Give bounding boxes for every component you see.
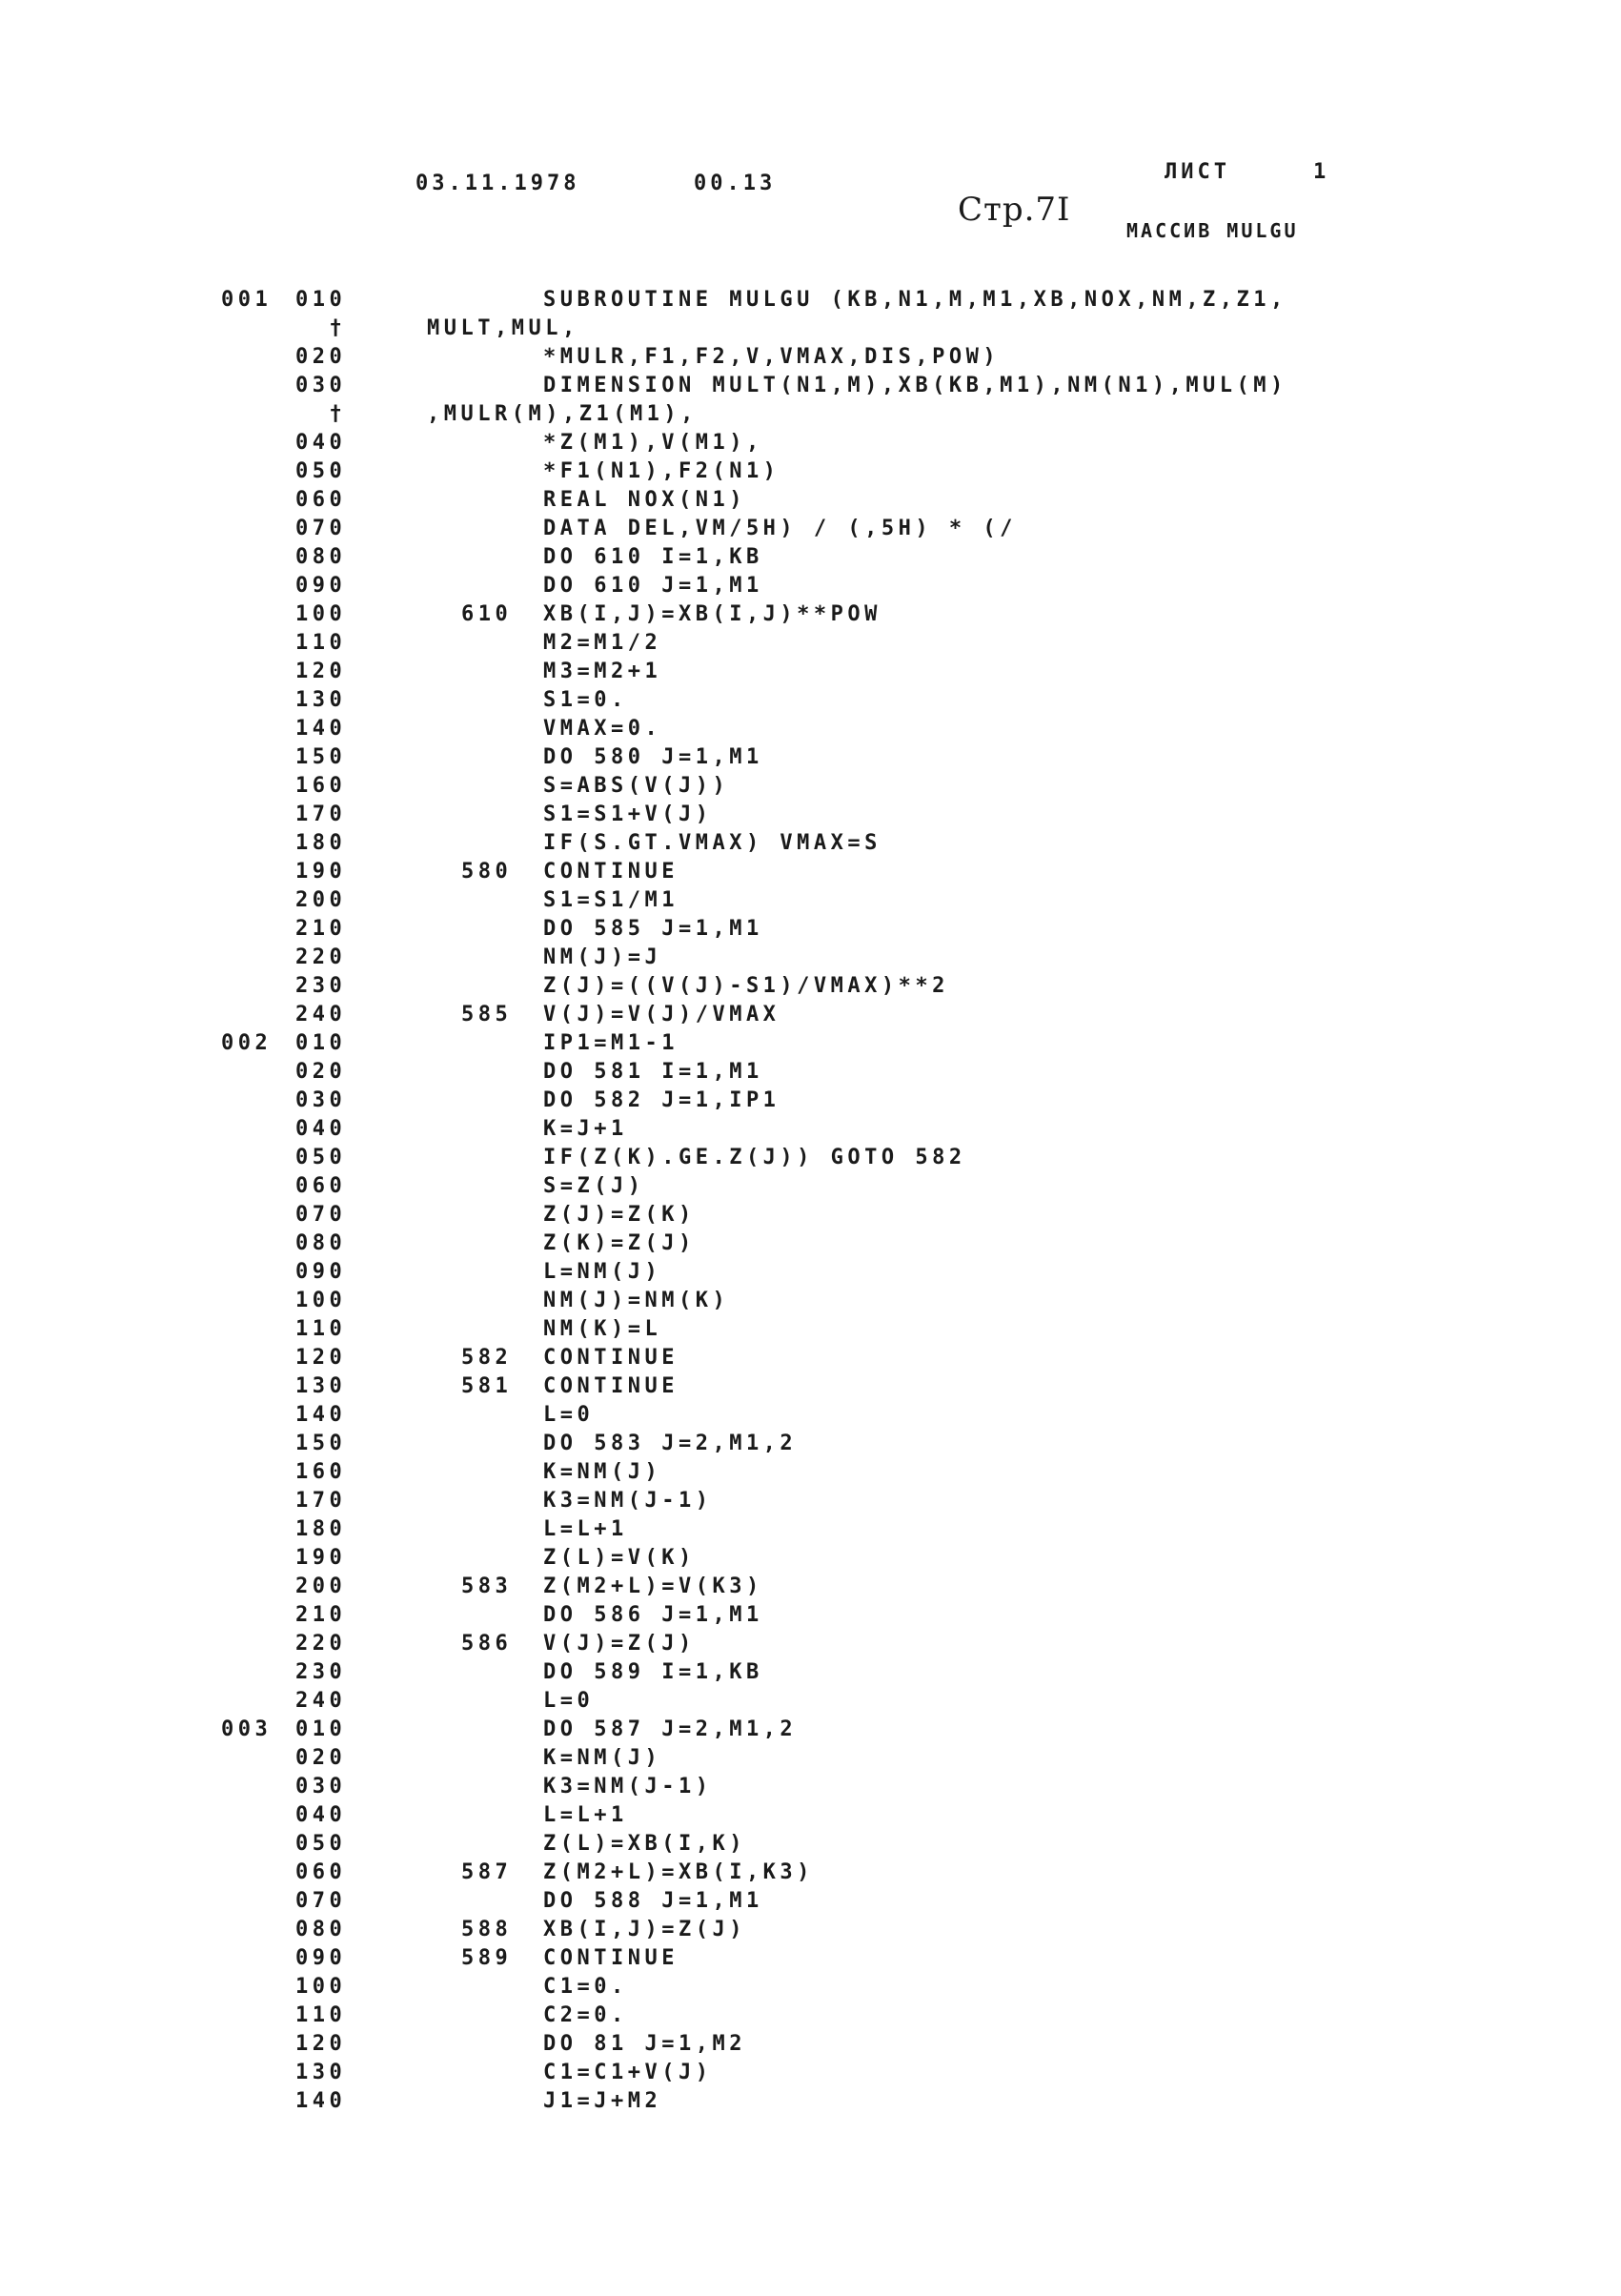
code-text: Z(J)=((V(J)-S1)/VMAX)**2 — [543, 974, 949, 998]
listing-line — [0, 1515, 1621, 1544]
sequence-number: 140 — [295, 2089, 347, 2113]
sequence-number: 210 — [295, 1603, 347, 1627]
listing-line — [0, 1258, 1621, 1287]
code-text: S1=S1/M1 — [543, 888, 679, 912]
code-text: V(J)=Z(J) — [543, 1632, 696, 1656]
sequence-number: 090 — [295, 574, 347, 598]
code-text: DO 587 J=2,M1,2 — [543, 1717, 798, 1741]
sequence-number: 240 — [295, 1003, 347, 1026]
code-text: S=Z(J) — [543, 1174, 645, 1198]
sequence-number: 190 — [295, 860, 347, 884]
code-text: DO 582 J=1,IP1 — [543, 1088, 780, 1112]
sequence-number: 230 — [295, 1660, 347, 1684]
sequence-number: 130 — [295, 2061, 347, 2084]
sequence-number: 020 — [295, 1746, 347, 1770]
code-text: L=L+1 — [543, 1517, 628, 1541]
listing-line — [0, 315, 1621, 343]
sequence-number: 090 — [295, 1946, 347, 1970]
listing-line — [0, 2059, 1621, 2087]
code-text: L=L+1 — [543, 1803, 628, 1827]
code-text: C2=0. — [543, 2003, 628, 2027]
sequence-number: 220 — [295, 945, 347, 969]
sequence-number: 200 — [295, 1575, 347, 1598]
code-text: DATA DEL,VM/5H) / (,5H) * (/ — [543, 517, 1017, 540]
listing-line — [0, 1887, 1621, 1916]
code-text: CONTINUE — [543, 1374, 679, 1398]
sequence-number: 110 — [295, 631, 347, 655]
block-number: 001 — [221, 288, 273, 312]
code-text: K=NM(J) — [543, 1746, 662, 1770]
sequence-number: 060 — [295, 488, 347, 512]
code-text: S1=S1+V(J) — [543, 803, 713, 826]
code-text: Z(L)=XB(I,K) — [543, 1832, 746, 1856]
code-text: DO 589 I=1,KB — [543, 1660, 763, 1684]
listing-line — [0, 1687, 1621, 1716]
listing-line — [0, 572, 1621, 600]
code-text: DO 581 I=1,M1 — [543, 1060, 763, 1084]
sequence-number: 100 — [295, 1975, 347, 1999]
listing-line — [0, 1573, 1621, 1601]
listing-line — [0, 343, 1621, 372]
sequence-number: 010 — [295, 288, 347, 312]
code-text: K=NM(J) — [543, 1460, 662, 1484]
sequence-number: 050 — [295, 1832, 347, 1856]
code-text: K3=NM(J-1) — [543, 1489, 713, 1513]
sequence-number: 230 — [295, 974, 347, 998]
sequence-number: 010 — [295, 1031, 347, 1055]
listing-line — [0, 1487, 1621, 1515]
listing-line — [0, 1544, 1621, 1573]
continuation-text: MULT,MUL, — [427, 316, 579, 340]
code-text: DIMENSION MULT(N1,M),XB(KB,M1),NM(N1),MUL(M) — [543, 374, 1287, 397]
code-text: DO 81 J=1,M2 — [543, 2032, 746, 2056]
code-text: L=NM(J) — [543, 1260, 662, 1284]
sequence-number: † — [295, 402, 347, 426]
listing-line — [0, 686, 1621, 715]
code-text: XB(I,J)=Z(J) — [543, 1918, 746, 1941]
sequence-number: 170 — [295, 803, 347, 826]
sequence-number: 190 — [295, 1546, 347, 1570]
sequence-number: 040 — [295, 1117, 347, 1141]
sequence-number: 120 — [295, 660, 347, 683]
code-text: CONTINUE — [543, 860, 679, 884]
sequence-number: 050 — [295, 1146, 347, 1169]
statement-label: 581 — [461, 1374, 513, 1398]
listing-line — [0, 543, 1621, 572]
listing-line — [0, 858, 1621, 886]
listing-line — [0, 972, 1621, 1001]
code-text: VMAX=0. — [543, 717, 662, 741]
listing-line — [0, 486, 1621, 515]
listing-line — [0, 629, 1621, 658]
sequence-number: 120 — [295, 1346, 347, 1370]
listing-line — [0, 1001, 1621, 1029]
listing-line — [0, 1087, 1621, 1115]
sequence-number: 080 — [295, 1918, 347, 1941]
sequence-number: 130 — [295, 1374, 347, 1398]
sheet-label: ЛИСТ — [1165, 160, 1230, 184]
sequence-number: 140 — [295, 717, 347, 741]
code-text: Z(M2+L)=XB(I,K3) — [543, 1860, 814, 1884]
code-text: M2=M1/2 — [543, 631, 662, 655]
sequence-number: 010 — [295, 1717, 347, 1741]
listing-line — [0, 1029, 1621, 1058]
sequence-number: 020 — [295, 1060, 347, 1084]
sequence-number: 110 — [295, 1317, 347, 1341]
code-text: DO 588 J=1,M1 — [543, 1889, 763, 1913]
code-text: *MULR,F1,F2,V,VMAX,DIS,POW) — [543, 345, 1001, 369]
code-text: REAL NOX(N1) — [543, 488, 746, 512]
statement-label: 582 — [461, 1346, 513, 1370]
statement-label: 587 — [461, 1860, 513, 1884]
listing-line — [0, 1630, 1621, 1658]
code-text: S1=0. — [543, 688, 628, 712]
code-text: Z(J)=Z(K) — [543, 1203, 696, 1227]
code-text: DO 583 J=2,M1,2 — [543, 1432, 798, 1455]
code-text: DO 580 J=1,M1 — [543, 745, 763, 769]
code-text: *F1(N1),F2(N1) — [543, 459, 780, 483]
sequence-number: 030 — [295, 374, 347, 397]
sequence-number: 160 — [295, 774, 347, 798]
code-text: IF(S.GT.VMAX) VMAX=S — [543, 831, 881, 855]
listing-line — [0, 1458, 1621, 1487]
listing-line — [0, 1344, 1621, 1372]
code-text: C1=0. — [543, 1975, 628, 1999]
sequence-number: 120 — [295, 2032, 347, 2056]
code-text: DO 585 J=1,M1 — [543, 917, 763, 941]
sequence-number: † — [295, 316, 347, 340]
sequence-number: 040 — [295, 431, 347, 455]
listing-line — [0, 658, 1621, 686]
source-listing — [0, 286, 1621, 2116]
code-text: IF(Z(K).GE.Z(J)) GOTO 582 — [543, 1146, 966, 1169]
sequence-number: 210 — [295, 917, 347, 941]
sequence-number: 030 — [295, 1775, 347, 1798]
code-text: DO 610 I=1,KB — [543, 545, 763, 569]
code-text: C1=C1+V(J) — [543, 2061, 713, 2084]
listing-line — [0, 801, 1621, 829]
sequence-number: 150 — [295, 745, 347, 769]
listing-line — [0, 772, 1621, 801]
listing-line — [0, 372, 1621, 400]
sequence-number: 070 — [295, 1203, 347, 1227]
listing-line — [0, 429, 1621, 457]
code-text: V(J)=V(J)/VMAX — [543, 1003, 780, 1026]
listing-line — [0, 1058, 1621, 1087]
code-text: DO 610 J=1,M1 — [543, 574, 763, 598]
statement-label: 586 — [461, 1632, 513, 1656]
sequence-number: 170 — [295, 1489, 347, 1513]
sequence-number: 220 — [295, 1632, 347, 1656]
listing-line — [0, 944, 1621, 972]
code-text: L=0 — [543, 1403, 595, 1427]
sequence-number: 180 — [295, 831, 347, 855]
code-text: S=ABS(V(J)) — [543, 774, 730, 798]
listing-line — [0, 1430, 1621, 1458]
page-number-handwritten: Стр.7I — [958, 191, 1071, 229]
code-text: Z(K)=Z(J) — [543, 1231, 696, 1255]
sequence-number: 060 — [295, 1174, 347, 1198]
listing-line — [0, 1315, 1621, 1344]
listing-line — [0, 1859, 1621, 1887]
listing-line — [0, 1744, 1621, 1773]
sequence-number: 080 — [295, 545, 347, 569]
listing-line — [0, 2030, 1621, 2059]
print-time: 00.13 — [694, 172, 777, 195]
listing-line — [0, 915, 1621, 944]
listing-line — [0, 1944, 1621, 1973]
listing-line — [0, 1229, 1621, 1258]
code-text: Z(M2+L)=V(K3) — [543, 1575, 763, 1598]
statement-label: 580 — [461, 860, 513, 884]
listing-line — [0, 1201, 1621, 1229]
listing-line — [0, 2001, 1621, 2030]
code-text: SUBROUTINE MULGU (KB,N1,M,M1,XB,NOX,NM,Z,Z1, — [543, 288, 1287, 312]
code-text: K=J+1 — [543, 1117, 628, 1141]
listing-line — [0, 515, 1621, 543]
listing-line — [0, 829, 1621, 858]
sequence-number: 100 — [295, 602, 347, 626]
listing-line — [0, 457, 1621, 486]
code-text: DO 586 J=1,M1 — [543, 1603, 763, 1627]
continuation-text: ,MULR(M),Z1(M1), — [427, 402, 698, 426]
listing-line — [0, 600, 1621, 629]
sheet-number: 1 — [1313, 160, 1330, 184]
sequence-number: 160 — [295, 1460, 347, 1484]
listing-line — [0, 1115, 1621, 1144]
listing-line — [0, 743, 1621, 772]
code-text: CONTINUE — [543, 1946, 679, 1970]
listing-line — [0, 1287, 1621, 1315]
sequence-number: 140 — [295, 1403, 347, 1427]
sequence-number: 070 — [295, 1889, 347, 1913]
listing-line — [0, 1172, 1621, 1201]
code-text: K3=NM(J-1) — [543, 1775, 713, 1798]
code-text: M3=M2+1 — [543, 660, 662, 683]
statement-label: 583 — [461, 1575, 513, 1598]
listing-line — [0, 1801, 1621, 1830]
listing-line — [0, 1973, 1621, 2001]
code-text: NM(J)=J — [543, 945, 662, 969]
sequence-number: 030 — [295, 1088, 347, 1112]
listing-line — [0, 1601, 1621, 1630]
sequence-number: 090 — [295, 1260, 347, 1284]
code-text: L=0 — [543, 1689, 595, 1713]
sequence-number: 150 — [295, 1432, 347, 1455]
code-text: NM(K)=L — [543, 1317, 662, 1341]
statement-label: 610 — [461, 602, 513, 626]
sequence-number: 200 — [295, 888, 347, 912]
statement-label: 588 — [461, 1918, 513, 1941]
listing-line — [0, 886, 1621, 915]
sequence-number: 130 — [295, 688, 347, 712]
code-text: CONTINUE — [543, 1346, 679, 1370]
listing-line — [0, 1916, 1621, 1944]
sequence-number: 100 — [295, 1289, 347, 1312]
array-name: МАССИВ MULGU — [1126, 219, 1299, 242]
listing-line — [0, 1773, 1621, 1801]
sequence-number: 050 — [295, 459, 347, 483]
sequence-number: 040 — [295, 1803, 347, 1827]
listing-line — [0, 2087, 1621, 2116]
print-date: 03.11.1978 — [415, 172, 580, 195]
block-number: 003 — [221, 1717, 273, 1741]
code-text: XB(I,J)=XB(I,J)**POW — [543, 602, 881, 626]
listing-line — [0, 1144, 1621, 1172]
listing-line — [0, 1658, 1621, 1687]
sequence-number: 080 — [295, 1231, 347, 1255]
listing-line — [0, 1830, 1621, 1859]
listing-line — [0, 1372, 1621, 1401]
block-number: 002 — [221, 1031, 273, 1055]
sequence-number: 070 — [295, 517, 347, 540]
code-text: NM(J)=NM(K) — [543, 1289, 730, 1312]
listing-line — [0, 1716, 1621, 1744]
sequence-number: 180 — [295, 1517, 347, 1541]
code-text: J1=J+M2 — [543, 2089, 662, 2113]
statement-label: 585 — [461, 1003, 513, 1026]
listing-line — [0, 400, 1621, 429]
sequence-number: 110 — [295, 2003, 347, 2027]
code-text: IP1=M1-1 — [543, 1031, 679, 1055]
sequence-number: 020 — [295, 345, 347, 369]
listing-line — [0, 715, 1621, 743]
listing-line — [0, 1401, 1621, 1430]
listing-line — [0, 286, 1621, 315]
code-text: Z(L)=V(K) — [543, 1546, 696, 1570]
sequence-number: 240 — [295, 1689, 347, 1713]
sequence-number: 060 — [295, 1860, 347, 1884]
statement-label: 589 — [461, 1946, 513, 1970]
code-text: *Z(M1),V(M1), — [543, 431, 763, 455]
